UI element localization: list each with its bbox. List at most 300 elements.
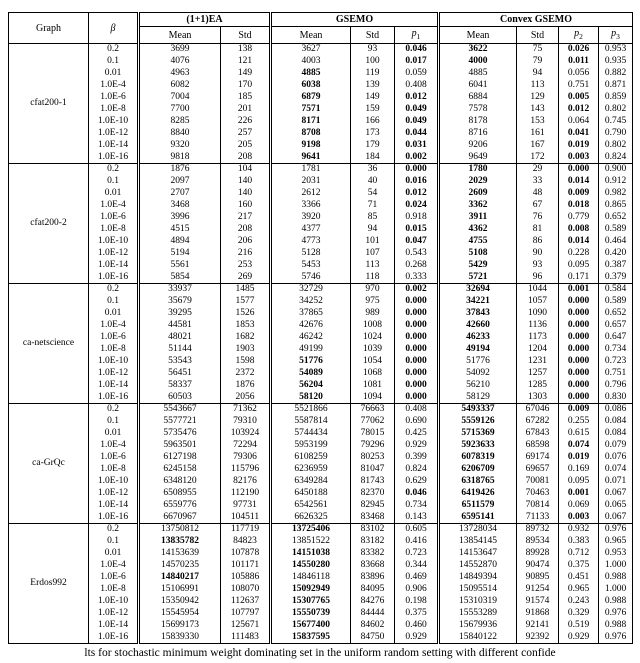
table-row	[9, 104, 633, 116]
cell-convex-std: 89534	[517, 536, 559, 548]
cell-p1: 0.012	[395, 188, 439, 200]
p2-subscript: 2	[579, 32, 583, 41]
cell-ea-std: 216	[221, 248, 271, 260]
cell-p3: 0.859	[599, 92, 633, 104]
cell-convex-std: 1136	[517, 320, 559, 332]
cell-convex-std: 69657	[517, 464, 559, 476]
cell-p2: 0.003	[559, 512, 599, 524]
cell-p2: 0.064	[559, 116, 599, 128]
beta-value: 1.0E-16	[89, 632, 139, 644]
cell-convex-std: 91254	[517, 584, 559, 596]
cell-p3: 0.084	[599, 428, 633, 440]
cell-p2: 0.000	[559, 356, 599, 368]
cell-p1: 0.044	[395, 128, 439, 140]
header-gsemo-mean: Mean	[271, 27, 351, 44]
cell-ea-mean: 6670967	[139, 512, 221, 524]
cell-p1: 0.408	[395, 80, 439, 92]
table-row	[9, 212, 633, 224]
cell-p2: 0.000	[559, 332, 599, 344]
cell-convex-std: 96	[517, 272, 559, 284]
cell-convex-mean: 42660	[439, 320, 517, 332]
cell-ea-mean: 14840217	[139, 572, 221, 584]
cell-ea-std: 1876	[221, 380, 271, 392]
cell-gsemo-std: 118	[351, 272, 395, 284]
beta-value: 0.2	[89, 44, 139, 56]
cell-p2: 0.069	[559, 500, 599, 512]
cell-ea-std: 1853	[221, 320, 271, 332]
cell-ea-std: 170	[221, 80, 271, 92]
cell-p3: 1.000	[599, 584, 633, 596]
cell-p2: 0.001	[559, 488, 599, 500]
table-row	[9, 176, 633, 188]
cell-ea-mean: 2097	[139, 176, 221, 188]
cell-gsemo-mean: 42676	[271, 320, 351, 332]
cell-p2: 0.451	[559, 572, 599, 584]
cell-gsemo-mean: 2031	[271, 176, 351, 188]
cell-ea-mean: 4963	[139, 68, 221, 80]
cell-p2: 0.965	[559, 584, 599, 596]
table-row	[9, 464, 633, 476]
cell-p3: 0.912	[599, 176, 633, 188]
table-row	[9, 440, 633, 452]
cell-p1: 0.000	[395, 164, 439, 176]
beta-value: 1.0E-16	[89, 152, 139, 164]
beta-value: 0.2	[89, 164, 139, 176]
beta-value: 1.0E-16	[89, 512, 139, 524]
cell-p3: 0.802	[599, 140, 633, 152]
cell-ea-mean: 6082	[139, 80, 221, 92]
table-row	[9, 248, 633, 260]
cell-p2: 0.383	[559, 536, 599, 548]
table-header	[9, 13, 633, 44]
cell-gsemo-std: 84276	[351, 596, 395, 608]
cell-convex-std: 70081	[517, 476, 559, 488]
cell-convex-std: 67	[517, 200, 559, 212]
cell-ea-std: 103924	[221, 428, 271, 440]
graph-name: cfat200-1	[9, 44, 89, 164]
cell-p2: 0.009	[559, 188, 599, 200]
table-row	[9, 500, 633, 512]
cell-p3: 0.976	[599, 632, 633, 644]
cell-convex-mean: 15840122	[439, 632, 517, 644]
cell-gsemo-mean: 3366	[271, 200, 351, 212]
table-row	[9, 296, 633, 308]
cell-convex-mean: 9649	[439, 152, 517, 164]
cell-gsemo-mean: 9641	[271, 152, 351, 164]
cell-p2: 0.095	[559, 476, 599, 488]
cell-gsemo-std: 159	[351, 104, 395, 116]
cell-ea-mean: 33937	[139, 284, 221, 296]
cell-convex-mean: 5715369	[439, 428, 517, 440]
cell-p1: 0.002	[395, 152, 439, 164]
beta-value: 0.01	[89, 428, 139, 440]
cell-convex-mean: 4000	[439, 56, 517, 68]
cell-gsemo-mean: 15092949	[271, 584, 351, 596]
beta-value: 1.0E-6	[89, 212, 139, 224]
cell-convex-mean: 5559126	[439, 416, 517, 428]
cell-ea-mean: 39295	[139, 308, 221, 320]
cell-ea-mean: 51144	[139, 344, 221, 356]
table-row	[9, 572, 633, 584]
cell-p2: 0.712	[559, 548, 599, 560]
cell-p2: 0.000	[559, 164, 599, 176]
cell-p1: 0.000	[395, 332, 439, 344]
cell-gsemo-mean: 46242	[271, 332, 351, 344]
cell-convex-mean: 54092	[439, 368, 517, 380]
cell-convex-std: 94	[517, 68, 559, 80]
beta-value: 1.0E-8	[89, 464, 139, 476]
beta-value: 1.0E-14	[89, 620, 139, 632]
beta-value: 0.01	[89, 188, 139, 200]
table-row	[9, 92, 633, 104]
cell-gsemo-std: 119	[351, 68, 395, 80]
cell-gsemo-std: 84444	[351, 608, 395, 620]
cell-p3: 0.790	[599, 128, 633, 140]
cell-ea-std: 112190	[221, 488, 271, 500]
cell-convex-std: 79	[517, 56, 559, 68]
cell-ea-mean: 13835782	[139, 536, 221, 548]
cell-convex-std: 1285	[517, 380, 559, 392]
cell-ea-mean: 5854	[139, 272, 221, 284]
cell-ea-mean: 15699173	[139, 620, 221, 632]
cell-p2: 0.014	[559, 176, 599, 188]
beta-value: 1.0E-4	[89, 80, 139, 92]
cell-gsemo-std: 139	[351, 80, 395, 92]
cell-gsemo-std: 83468	[351, 512, 395, 524]
table-row	[9, 140, 633, 152]
cell-p3: 0.824	[599, 152, 633, 164]
cell-gsemo-std: 81047	[351, 464, 395, 476]
cell-gsemo-std: 101	[351, 236, 395, 248]
cell-p2: 0.329	[559, 608, 599, 620]
header-p3	[599, 27, 633, 44]
cell-p3: 0.988	[599, 572, 633, 584]
cell-ea-mean: 5194	[139, 248, 221, 260]
cell-convex-std: 1257	[517, 368, 559, 380]
cell-p1: 0.723	[395, 548, 439, 560]
cell-convex-std: 69174	[517, 452, 559, 464]
cell-ea-mean: 8840	[139, 128, 221, 140]
cell-convex-std: 68598	[517, 440, 559, 452]
cell-p1: 0.198	[395, 596, 439, 608]
p3-subscript: 3	[616, 32, 620, 41]
table-row	[9, 356, 633, 368]
cell-gsemo-mean: 49199	[271, 344, 351, 356]
cell-convex-std: 129	[517, 92, 559, 104]
cell-gsemo-mean: 5128	[271, 248, 351, 260]
cell-ea-std: 104	[221, 164, 271, 176]
table-row	[9, 164, 633, 176]
beta-value: 1.0E-4	[89, 560, 139, 572]
cell-p2: 0.000	[559, 392, 599, 404]
cell-gsemo-mean: 37865	[271, 308, 351, 320]
cell-gsemo-std: 79296	[351, 440, 395, 452]
cell-p1: 0.408	[395, 404, 439, 416]
table-body	[9, 44, 633, 644]
cell-p1: 0.734	[395, 500, 439, 512]
beta-value: 1.0E-14	[89, 500, 139, 512]
header-beta: β	[89, 13, 139, 44]
beta-value: 1.0E-12	[89, 368, 139, 380]
cell-ea-std: 104511	[221, 512, 271, 524]
cell-p3: 0.982	[599, 188, 633, 200]
cell-p3: 0.802	[599, 104, 633, 116]
cell-ea-mean: 4076	[139, 56, 221, 68]
header-ea: (1+1)EA	[139, 13, 271, 27]
cell-convex-mean: 5493337	[439, 404, 517, 416]
cell-ea-std: 160	[221, 200, 271, 212]
table-row	[9, 548, 633, 560]
header-ea-mean: Mean	[139, 27, 221, 44]
cell-gsemo-std: 71	[351, 200, 395, 212]
cell-p3: 0.589	[599, 224, 633, 236]
cell-gsemo-mean: 58120	[271, 392, 351, 404]
cell-convex-mean: 4362	[439, 224, 517, 236]
cell-p1: 0.000	[395, 308, 439, 320]
cell-gsemo-std: 76663	[351, 404, 395, 416]
cell-gsemo-mean: 6879	[271, 92, 351, 104]
cell-ea-std: 2372	[221, 368, 271, 380]
cell-gsemo-std: 173	[351, 128, 395, 140]
table-row	[9, 320, 633, 332]
cell-convex-mean: 6041	[439, 80, 517, 92]
cell-convex-std: 1231	[517, 356, 559, 368]
cell-p1: 0.824	[395, 464, 439, 476]
beta-value: 1.0E-12	[89, 608, 139, 620]
cell-convex-std: 143	[517, 104, 559, 116]
beta-value: 0.2	[89, 524, 139, 536]
cell-gsemo-mean: 6626325	[271, 512, 351, 524]
table-row	[9, 608, 633, 620]
cell-ea-mean: 7700	[139, 104, 221, 116]
cell-p3: 0.647	[599, 332, 633, 344]
cell-convex-mean: 6206709	[439, 464, 517, 476]
beta-value: 1.0E-6	[89, 452, 139, 464]
cell-ea-std: 217	[221, 212, 271, 224]
cell-ea-std: 79310	[221, 416, 271, 428]
beta-value: 1.0E-4	[89, 320, 139, 332]
cell-ea-mean: 2707	[139, 188, 221, 200]
beta-value: 1.0E-8	[89, 344, 139, 356]
cell-gsemo-std: 84750	[351, 632, 395, 644]
cell-ea-mean: 13750812	[139, 524, 221, 536]
cell-ea-std: 269	[221, 272, 271, 284]
table-row	[9, 476, 633, 488]
cell-ea-std: 121	[221, 56, 271, 68]
cell-p2: 0.074	[559, 440, 599, 452]
cell-ea-std: 208	[221, 152, 271, 164]
cell-convex-std: 75	[517, 44, 559, 56]
cell-ea-mean: 4894	[139, 236, 221, 248]
cell-gsemo-mean: 8171	[271, 116, 351, 128]
cell-gsemo-mean: 54089	[271, 368, 351, 380]
cell-ea-std: 206	[221, 236, 271, 248]
cell-gsemo-mean: 14846118	[271, 572, 351, 584]
beta-value: 0.01	[89, 548, 139, 560]
cell-p3: 0.464	[599, 236, 633, 248]
cell-ea-std: 1598	[221, 356, 271, 368]
cell-convex-mean: 34221	[439, 296, 517, 308]
cell-convex-std: 67843	[517, 428, 559, 440]
cell-gsemo-mean: 14151038	[271, 548, 351, 560]
cell-p3: 1.000	[599, 560, 633, 572]
cell-p1: 0.605	[395, 524, 439, 536]
cell-p3: 0.723	[599, 356, 633, 368]
table-row	[9, 332, 633, 344]
cell-gsemo-mean: 14550280	[271, 560, 351, 572]
cell-gsemo-std: 84095	[351, 584, 395, 596]
cell-convex-mean: 8178	[439, 116, 517, 128]
beta-value: 0.1	[89, 416, 139, 428]
cell-convex-mean: 8716	[439, 128, 517, 140]
cell-p2: 0.000	[559, 344, 599, 356]
cell-gsemo-std: 1054	[351, 356, 395, 368]
cell-p2: 0.000	[559, 368, 599, 380]
cell-convex-mean: 46233	[439, 332, 517, 344]
table-row	[9, 152, 633, 164]
beta-value: 1.0E-10	[89, 596, 139, 608]
cell-ea-mean: 44581	[139, 320, 221, 332]
header-gsemo: GSEMO	[271, 13, 439, 27]
beta-value: 0.01	[89, 308, 139, 320]
cell-gsemo-std: 107	[351, 248, 395, 260]
cell-ea-std: 71362	[221, 404, 271, 416]
cell-convex-mean: 51776	[439, 356, 517, 368]
cell-gsemo-std: 1024	[351, 332, 395, 344]
beta-value: 0.2	[89, 404, 139, 416]
cell-ea-mean: 14153639	[139, 548, 221, 560]
beta-value: 1.0E-12	[89, 488, 139, 500]
cell-gsemo-mean: 5587814	[271, 416, 351, 428]
cell-gsemo-std: 93	[351, 44, 395, 56]
table-row	[9, 536, 633, 548]
cell-ea-std: 208	[221, 224, 271, 236]
beta-value: 1.0E-8	[89, 584, 139, 596]
table-row	[9, 488, 633, 500]
cell-p3: 0.652	[599, 308, 633, 320]
beta-value: 1.0E-10	[89, 116, 139, 128]
cell-gsemo-mean: 2612	[271, 188, 351, 200]
beta-value: 1.0E-10	[89, 356, 139, 368]
cell-convex-std: 1057	[517, 296, 559, 308]
cell-p1: 0.024	[395, 200, 439, 212]
cell-p2: 0.375	[559, 560, 599, 572]
cell-ea-std: 1485	[221, 284, 271, 296]
cell-ea-mean: 3699	[139, 44, 221, 56]
cell-convex-mean: 7578	[439, 104, 517, 116]
cell-convex-mean: 15095514	[439, 584, 517, 596]
table-row	[9, 44, 633, 56]
p3-symbol: p	[611, 28, 617, 39]
table-row	[9, 56, 633, 68]
cell-convex-mean: 14849394	[439, 572, 517, 584]
graph-name: cfat200-2	[9, 164, 89, 284]
cell-ea-std: 253	[221, 260, 271, 272]
cell-ea-std: 84823	[221, 536, 271, 548]
cell-ea-mean: 6508955	[139, 488, 221, 500]
cell-convex-std: 93	[517, 260, 559, 272]
cell-p3: 0.935	[599, 56, 633, 68]
cell-ea-std: 149	[221, 68, 271, 80]
cell-p2: 0.012	[559, 104, 599, 116]
cell-ea-mean: 7004	[139, 92, 221, 104]
cell-ea-std: 115796	[221, 464, 271, 476]
cell-gsemo-std: 82370	[351, 488, 395, 500]
cell-p3: 0.657	[599, 320, 633, 332]
cell-convex-mean: 13854145	[439, 536, 517, 548]
table-row	[9, 128, 633, 140]
cell-p3: 0.589	[599, 296, 633, 308]
cell-p3: 0.882	[599, 68, 633, 80]
table-row	[9, 452, 633, 464]
beta-value: 1.0E-6	[89, 332, 139, 344]
cell-convex-mean: 5923633	[439, 440, 517, 452]
cell-gsemo-std: 36	[351, 164, 395, 176]
cell-gsemo-std: 166	[351, 116, 395, 128]
cell-ea-std: 82176	[221, 476, 271, 488]
cell-convex-std: 90	[517, 248, 559, 260]
table-row	[9, 272, 633, 284]
cell-ea-mean: 60503	[139, 392, 221, 404]
cell-gsemo-mean: 6108259	[271, 452, 351, 464]
cell-convex-mean: 56210	[439, 380, 517, 392]
cell-gsemo-mean: 34252	[271, 296, 351, 308]
cell-p2: 0.009	[559, 404, 599, 416]
cell-p1: 0.425	[395, 428, 439, 440]
beta-value: 1.0E-14	[89, 260, 139, 272]
cell-p1: 0.416	[395, 536, 439, 548]
p1-subscript: 1	[416, 32, 421, 41]
cell-ea-std: 79306	[221, 452, 271, 464]
cell-p3: 0.065	[599, 500, 633, 512]
cell-p1: 0.016	[395, 176, 439, 188]
cell-gsemo-mean: 4773	[271, 236, 351, 248]
cell-ea-std: 1903	[221, 344, 271, 356]
cell-p2: 0.008	[559, 224, 599, 236]
cell-p3: 0.067	[599, 488, 633, 500]
cell-gsemo-mean: 5521866	[271, 404, 351, 416]
cell-convex-std: 70463	[517, 488, 559, 500]
cell-p3: 0.965	[599, 536, 633, 548]
table-row	[9, 584, 633, 596]
cell-ea-mean: 9818	[139, 152, 221, 164]
beta-value: 1.0E-4	[89, 440, 139, 452]
cell-convex-std: 86	[517, 236, 559, 248]
cell-ea-mean: 4515	[139, 224, 221, 236]
cell-gsemo-mean: 15677400	[271, 620, 351, 632]
cell-ea-mean: 6348120	[139, 476, 221, 488]
beta-value: 1.0E-14	[89, 380, 139, 392]
cell-gsemo-mean: 32729	[271, 284, 351, 296]
cell-convex-mean: 1780	[439, 164, 517, 176]
cell-gsemo-mean: 4377	[271, 224, 351, 236]
cell-p2: 0.932	[559, 524, 599, 536]
table-row	[9, 620, 633, 632]
table-row	[9, 596, 633, 608]
cell-p1: 0.143	[395, 512, 439, 524]
beta-value: 1.0E-16	[89, 272, 139, 284]
beta-value: 0.2	[89, 284, 139, 296]
cell-p1: 0.543	[395, 248, 439, 260]
cell-p1: 0.000	[395, 368, 439, 380]
cell-p2: 0.929	[559, 632, 599, 644]
cell-p1: 0.000	[395, 320, 439, 332]
table-caption: lts for stochastic minimum weight dominating set in the uniform random setting with different confide	[84, 647, 556, 659]
cell-convex-std: 67282	[517, 416, 559, 428]
cell-gsemo-mean: 13851522	[271, 536, 351, 548]
cell-p1: 0.929	[395, 440, 439, 452]
cell-p2: 0.056	[559, 68, 599, 80]
